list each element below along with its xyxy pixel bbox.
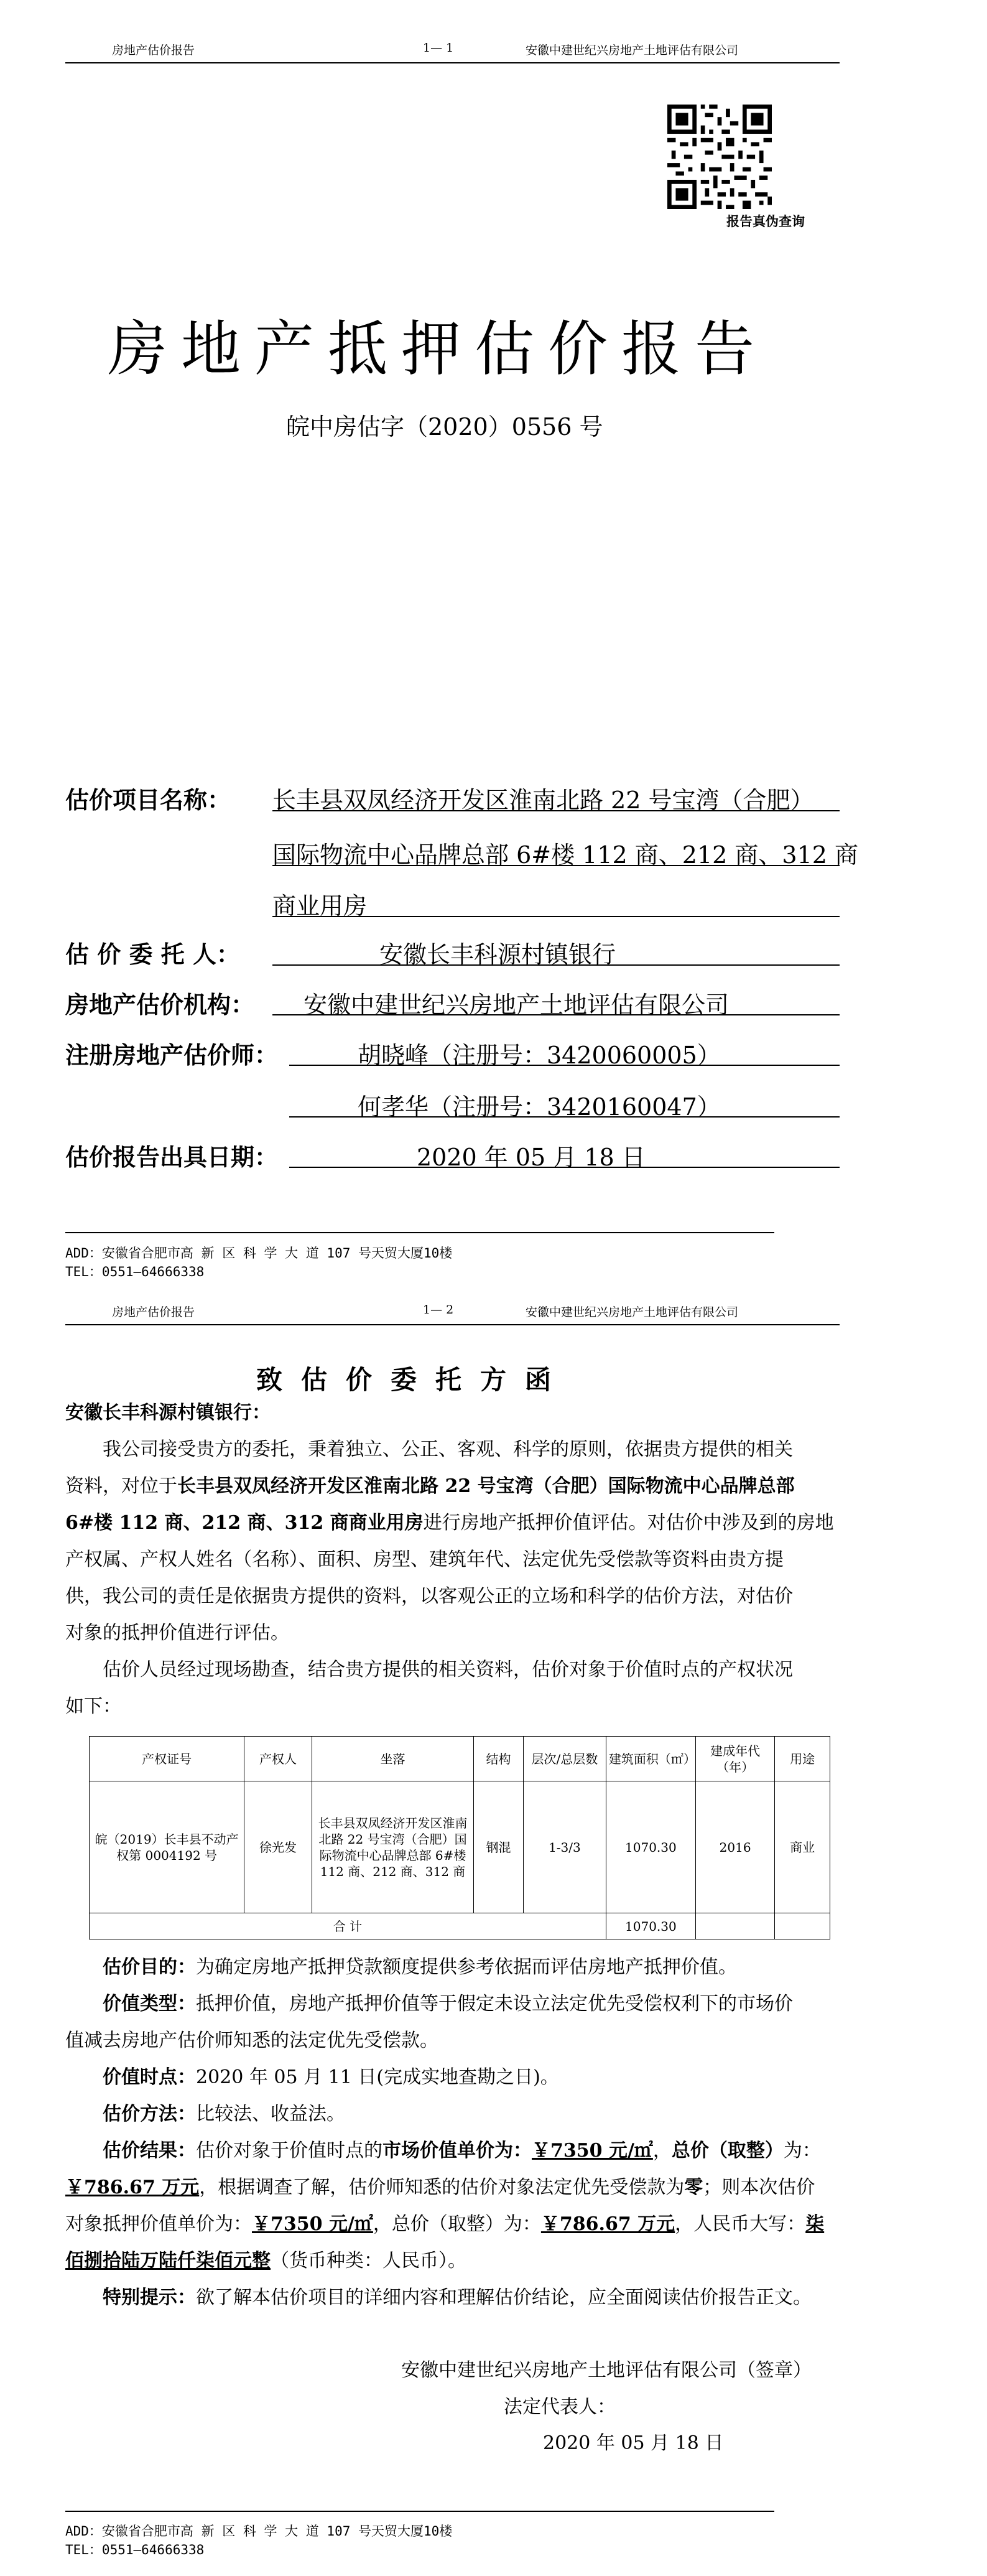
page1-footer-tel: TEL：0551—64666338 [65,1264,205,1279]
client-value: 安徽长丰科源村镇银行 [379,941,616,968]
project-name-label: 估价项目名称： [65,786,231,814]
cell-cert-no: 皖（2019）长丰县不动产权第 0004192 号 [90,1781,244,1913]
para1-line-1: 我公司接受贵方的委托，秉着独立、公正、客观、科学的原则，依据贵方提供的相关 [103,1439,793,1460]
value-date-line: 价值时点：2020 年 05 月 11 日(完成实地查勘之日)。 [103,2066,559,2088]
page1-header-right: 安徽中建世纪兴房地产土地评估有限公司 [526,44,739,57]
report-title: 房地产抵押估价报告 [108,314,768,384]
result-line-2: ￥786.67 万元，根据调查了解，估价师知悉的估价对象法定优先受偿款为零；则本次估价 [65,2177,815,2198]
underline [289,1065,840,1066]
table-total-row [90,1913,830,1939]
underline [272,916,840,917]
para1-line-4: 产权属、产权人姓名（名称）、面积、房型、建筑年代、法定优先受偿款等资料由贵方提 [65,1549,784,1570]
page1-footer-address: ADD：安徽省合肥市高 新 区 科 学 大 道 107 号天贸大厦10楼 [65,1246,453,1261]
underline [272,865,840,866]
date-value: 2020 年 05 月 18 日 [417,1144,646,1171]
total-label: 合 计 [90,1913,606,1939]
result-line-1: 估价结果：估价对象于价值时点的市场价值单价为：￥7350 元/㎡，总价（取整）为： [103,2140,821,2162]
table-header: 用途 [775,1737,830,1781]
cell-year: 2016 [695,1781,774,1913]
qr-code-icon [667,105,772,209]
project-name-line-3: 商业用房 [272,892,368,920]
page2-header-page-number: 1— 2 [423,1303,454,1317]
cell-owner: 徐光发 [244,1781,312,1913]
table-header: 结构 [474,1737,524,1781]
table-row [90,1781,830,1913]
property-table [89,1736,830,1939]
table-header: 建成年代（年） [695,1737,774,1781]
letter-paragraph-1 [65,1431,843,1651]
para1-line-6: 对象的抵押价值进行评估。 [65,1622,289,1644]
letter-paragraph-2 [65,1651,843,1725]
table-header-row [90,1737,830,1781]
page2-header-left: 房地产估价报告 [112,1305,195,1319]
report-number: 皖中房估字（2020）0556 号 [286,413,603,441]
page2-header-right: 安徽中建世纪兴房地产土地评估有限公司 [526,1305,739,1319]
page2-footer-tel: TEL：0551—64666338 [65,2542,205,2557]
total-area: 1070.30 [606,1913,695,1939]
para2-line-1: 估价人员经过现场勘查，结合贵方提供的相关资料，估价对象于价值时点的产权状况 [103,1659,793,1681]
page1-footer-rule [65,1232,774,1233]
table-header: 建筑面积（㎡） [606,1737,695,1781]
agency-value: 安徽中建世纪兴房地产土地评估有限公司 [304,991,730,1019]
cell-area: 1070.30 [606,1781,695,1913]
para1-line-3: 6#楼 112 商、212 商、312 商商业用房进行房地产抵押价值评估。对估价中涉及到的房地 [65,1512,834,1534]
appraiser-2: 何孝华（注册号：3420160047） [358,1093,721,1121]
method-line: 估价方法：比较法、收益法。 [103,2103,345,2125]
page2-footer-address: ADD：安徽省合肥市高 新 区 科 学 大 道 107 号天贸大厦10楼 [65,2524,453,2539]
page1-header-page-number: 1— 1 [423,41,454,55]
page2-header-rule [65,1324,840,1325]
value-type-line-1: 价值类型：抵押价值，房地产抵押价值等于假定未设立法定优先受偿权利下的市场价 [103,1993,793,2015]
signature-company: 安徽中建世纪兴房地产土地评估有限公司（签章） [401,2359,812,2381]
purpose-line: 估价目的：为确定房地产抵押贷款额度提供参考依据而评估房地产抵押价值。 [103,1956,737,1978]
project-name-line-2: 国际物流中心品牌总部 6#楼 112 商、212 商、312 商 [272,841,859,869]
qr-caption: 报告真伪查询 [726,213,805,229]
para1-line-2: 资料，对位于长丰县双凤经济开发区淮南北路 22 号宝湾（合肥）国际物流中心品牌总部 [65,1475,795,1497]
table-header: 坐落 [312,1737,473,1781]
underline [289,1116,840,1118]
table-header: 产权人 [244,1737,312,1781]
table-header: 产权证号 [90,1737,244,1781]
project-name-line-1: 长丰县双凤经济开发区淮南北路 22 号宝湾（合肥） [272,786,814,814]
page1-header-left: 房地产估价报告 [112,44,195,57]
underline [289,1167,840,1168]
result-line-4: 佰捌拾陆万陆仟柒佰元整（货币种类：人民币）。 [65,2250,466,2272]
underline [272,1014,840,1015]
underline [272,964,840,966]
appraiser-label: 注册房地产估价师： [65,1042,279,1069]
signature-representative: 法定代表人： [504,2396,616,2418]
para2-line-2: 如下： [65,1696,121,1717]
page1-header-rule [65,62,840,63]
cell-use: 商业 [775,1781,830,1913]
letter-details [65,1949,849,2316]
appraiser-1: 胡晓峰（注册号：3420060005） [358,1042,721,1069]
cell-location: 长丰县双凤经济开发区淮南北路 22 号宝湾（合肥）国际物流中心品牌总部 6#楼 112 商、212 商、312 商 [312,1781,473,1913]
para1-line-5: 供，我公司的责任是依据贵方提供的资料，以客观公正的立场和科学的估价方法，对估价 [65,1585,793,1607]
table-header: 层次/总层数 [523,1737,606,1781]
client-label: 估 价 委 托 人： [65,941,240,968]
date-label: 估价报告出具日期： [65,1144,279,1171]
cell-structure: 钢混 [474,1781,524,1913]
letter-title: 致估价委托方函 [256,1365,570,1395]
agency-label: 房地产估价机构： [65,991,255,1019]
special-line: 特别提示：欲了解本估价项目的详细内容和理解估价结论，应全面阅读估价报告正文。 [103,2287,812,2308]
underline [272,810,840,811]
result-line-3: 对象抵押价值单价为：￥7350 元/㎡，总价（取整）为：￥786.67 万元，人民币大写：柒 [65,2213,825,2235]
salutation: 安徽长丰科源村镇银行： [65,1402,271,1424]
cell-floors: 1-3/3 [523,1781,606,1913]
value-type-line-2: 值减去房地产估价师知悉的法定优先受偿款。 [65,2030,438,2051]
page2-footer-rule [65,2511,774,2512]
signature-date: 2020 年 05 月 18 日 [543,2432,724,2454]
